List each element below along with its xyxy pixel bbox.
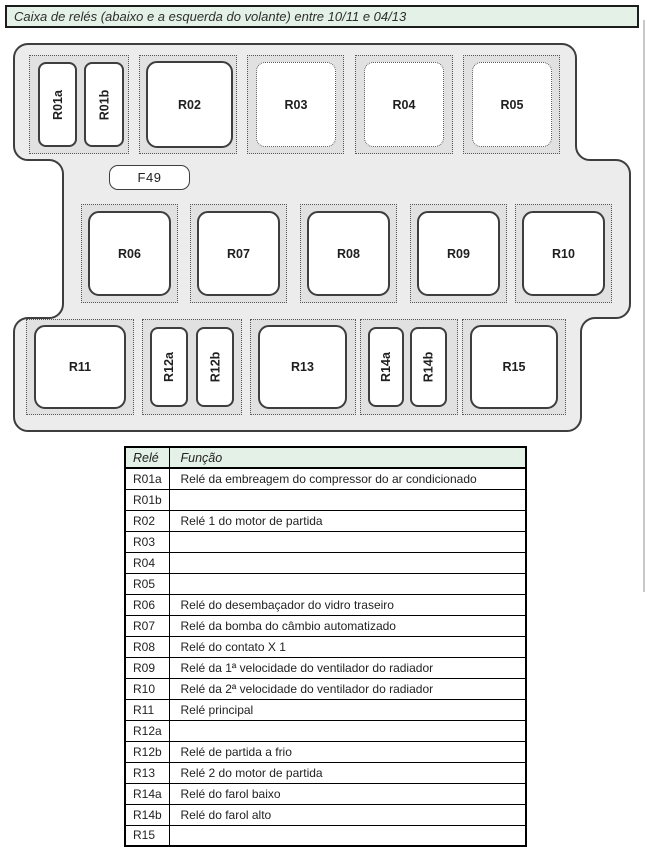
relay-label: R11 xyxy=(68,360,92,374)
relay-label: R13 xyxy=(291,360,314,374)
funcao-cell xyxy=(169,825,526,846)
relay-r12a xyxy=(150,327,188,407)
relay-label: R09 xyxy=(447,246,470,261)
funcao-cell: Relé da 2ª velocidade do ventilador do radiador xyxy=(169,678,526,699)
table-row xyxy=(125,510,526,531)
funcao-cell: Relé principal xyxy=(169,699,526,720)
funcao-cell xyxy=(169,531,526,552)
table-row xyxy=(125,741,526,762)
funcao-cell: Relé do desembaçador do vidro traseiro xyxy=(169,594,526,615)
relay-label: R01a xyxy=(50,89,65,120)
relay-r09 xyxy=(417,211,500,296)
relay-label: R12a xyxy=(161,352,176,382)
rele-cell: R13 xyxy=(125,762,169,783)
table-row xyxy=(125,678,526,699)
rele-cell: R05 xyxy=(125,573,169,594)
funcao-cell xyxy=(169,552,526,573)
relay-label: R02 xyxy=(178,97,201,112)
relay-label: R08 xyxy=(337,246,360,261)
funcao-cell: Relé do farol alto xyxy=(169,804,526,825)
relay-box-diagram xyxy=(0,42,647,434)
relay-label: R15 xyxy=(502,360,526,374)
funcao-cell: Relé 2 do motor de partida xyxy=(169,762,526,783)
rele-cell: R12b xyxy=(125,741,169,762)
rele-cell: R07 xyxy=(125,615,169,636)
rele-cell: R04 xyxy=(125,552,169,573)
relay-label: R12b xyxy=(207,351,222,383)
relay-label: R07 xyxy=(227,246,250,261)
rele-cell: R10 xyxy=(125,678,169,699)
table-row xyxy=(125,489,526,510)
relay-r12b xyxy=(196,327,234,407)
relay-label: R05 xyxy=(500,97,524,112)
relay-r01b xyxy=(84,62,124,147)
fuse-label: F49 xyxy=(137,170,162,185)
funcao-cell: Relé da 1ª velocidade do ventilador do radiador xyxy=(169,657,526,678)
rele-cell: R02 xyxy=(125,510,169,531)
relay-r06 xyxy=(88,211,171,296)
relay-label: R03 xyxy=(284,97,308,112)
relay-label: R04 xyxy=(392,97,416,112)
table-row xyxy=(125,825,526,846)
relay-r14b xyxy=(410,327,447,407)
rele-cell: R15 xyxy=(125,825,169,846)
table-row xyxy=(125,657,526,678)
rele-cell: R09 xyxy=(125,657,169,678)
relay-r13 xyxy=(258,325,347,409)
relay-r03-empty-slot xyxy=(256,62,336,147)
rele-cell: R03 xyxy=(125,531,169,552)
relay-label: R01b xyxy=(96,89,111,120)
relay-label: R10 xyxy=(552,246,575,261)
relay-r10 xyxy=(522,211,605,296)
rele-cell: R01b xyxy=(125,489,169,510)
rele-cell: R11 xyxy=(125,699,169,720)
table-row xyxy=(125,552,526,573)
funcao-cell: Relé do contato X 1 xyxy=(169,636,526,657)
table-row xyxy=(125,615,526,636)
table-row xyxy=(125,783,526,804)
table-row xyxy=(125,699,526,720)
funcao-cell: Relé da embreagem do compressor do ar condicionado xyxy=(169,468,526,489)
rele-cell: R14b xyxy=(125,804,169,825)
relay-r07 xyxy=(197,211,280,296)
funcao-cell xyxy=(169,573,526,594)
rele-cell: R06 xyxy=(125,594,169,615)
table-row xyxy=(125,594,526,615)
funcao-cell xyxy=(169,489,526,510)
title-bar xyxy=(5,5,639,28)
rele-cell: R12a xyxy=(125,720,169,741)
table-row xyxy=(125,720,526,741)
relay-label: R14a xyxy=(378,352,393,382)
relay-function-table xyxy=(124,446,527,847)
table-row xyxy=(125,636,526,657)
column-header-rele: Relé xyxy=(125,447,169,468)
column-header-funcao: Função xyxy=(169,447,526,468)
table-row xyxy=(125,531,526,552)
rele-cell: R14a xyxy=(125,783,169,804)
rele-cell: R01a xyxy=(125,468,169,489)
relay-r01a xyxy=(38,62,77,147)
relay-label: R06 xyxy=(118,246,141,261)
relay-r14a xyxy=(368,327,404,407)
table-header-row xyxy=(125,447,526,468)
relay-r11 xyxy=(34,325,126,409)
table-row xyxy=(125,573,526,594)
table-row xyxy=(125,762,526,783)
relay-r05-empty-slot xyxy=(472,62,552,147)
funcao-cell: Relé da bomba do câmbio automatizado xyxy=(169,615,526,636)
funcao-cell: Relé 1 do motor de partida xyxy=(169,510,526,531)
relay-r15 xyxy=(470,325,558,409)
rele-cell: R08 xyxy=(125,636,169,657)
funcao-cell: Relé do farol baixo xyxy=(169,783,526,804)
funcao-cell xyxy=(169,720,526,741)
table-row xyxy=(125,804,526,825)
relay-r04-empty-slot xyxy=(364,62,444,147)
fuse-f49 xyxy=(109,165,190,190)
funcao-cell: Relé de partida a frio xyxy=(169,741,526,762)
relay-label: R14b xyxy=(421,351,436,383)
relay-r02 xyxy=(146,61,233,148)
relay-r08 xyxy=(307,211,390,296)
page-title: Caixa de relés (abaixo e a esquerda do volante) entre 10/11 e 04/13 xyxy=(14,9,407,24)
table-row xyxy=(125,468,526,489)
